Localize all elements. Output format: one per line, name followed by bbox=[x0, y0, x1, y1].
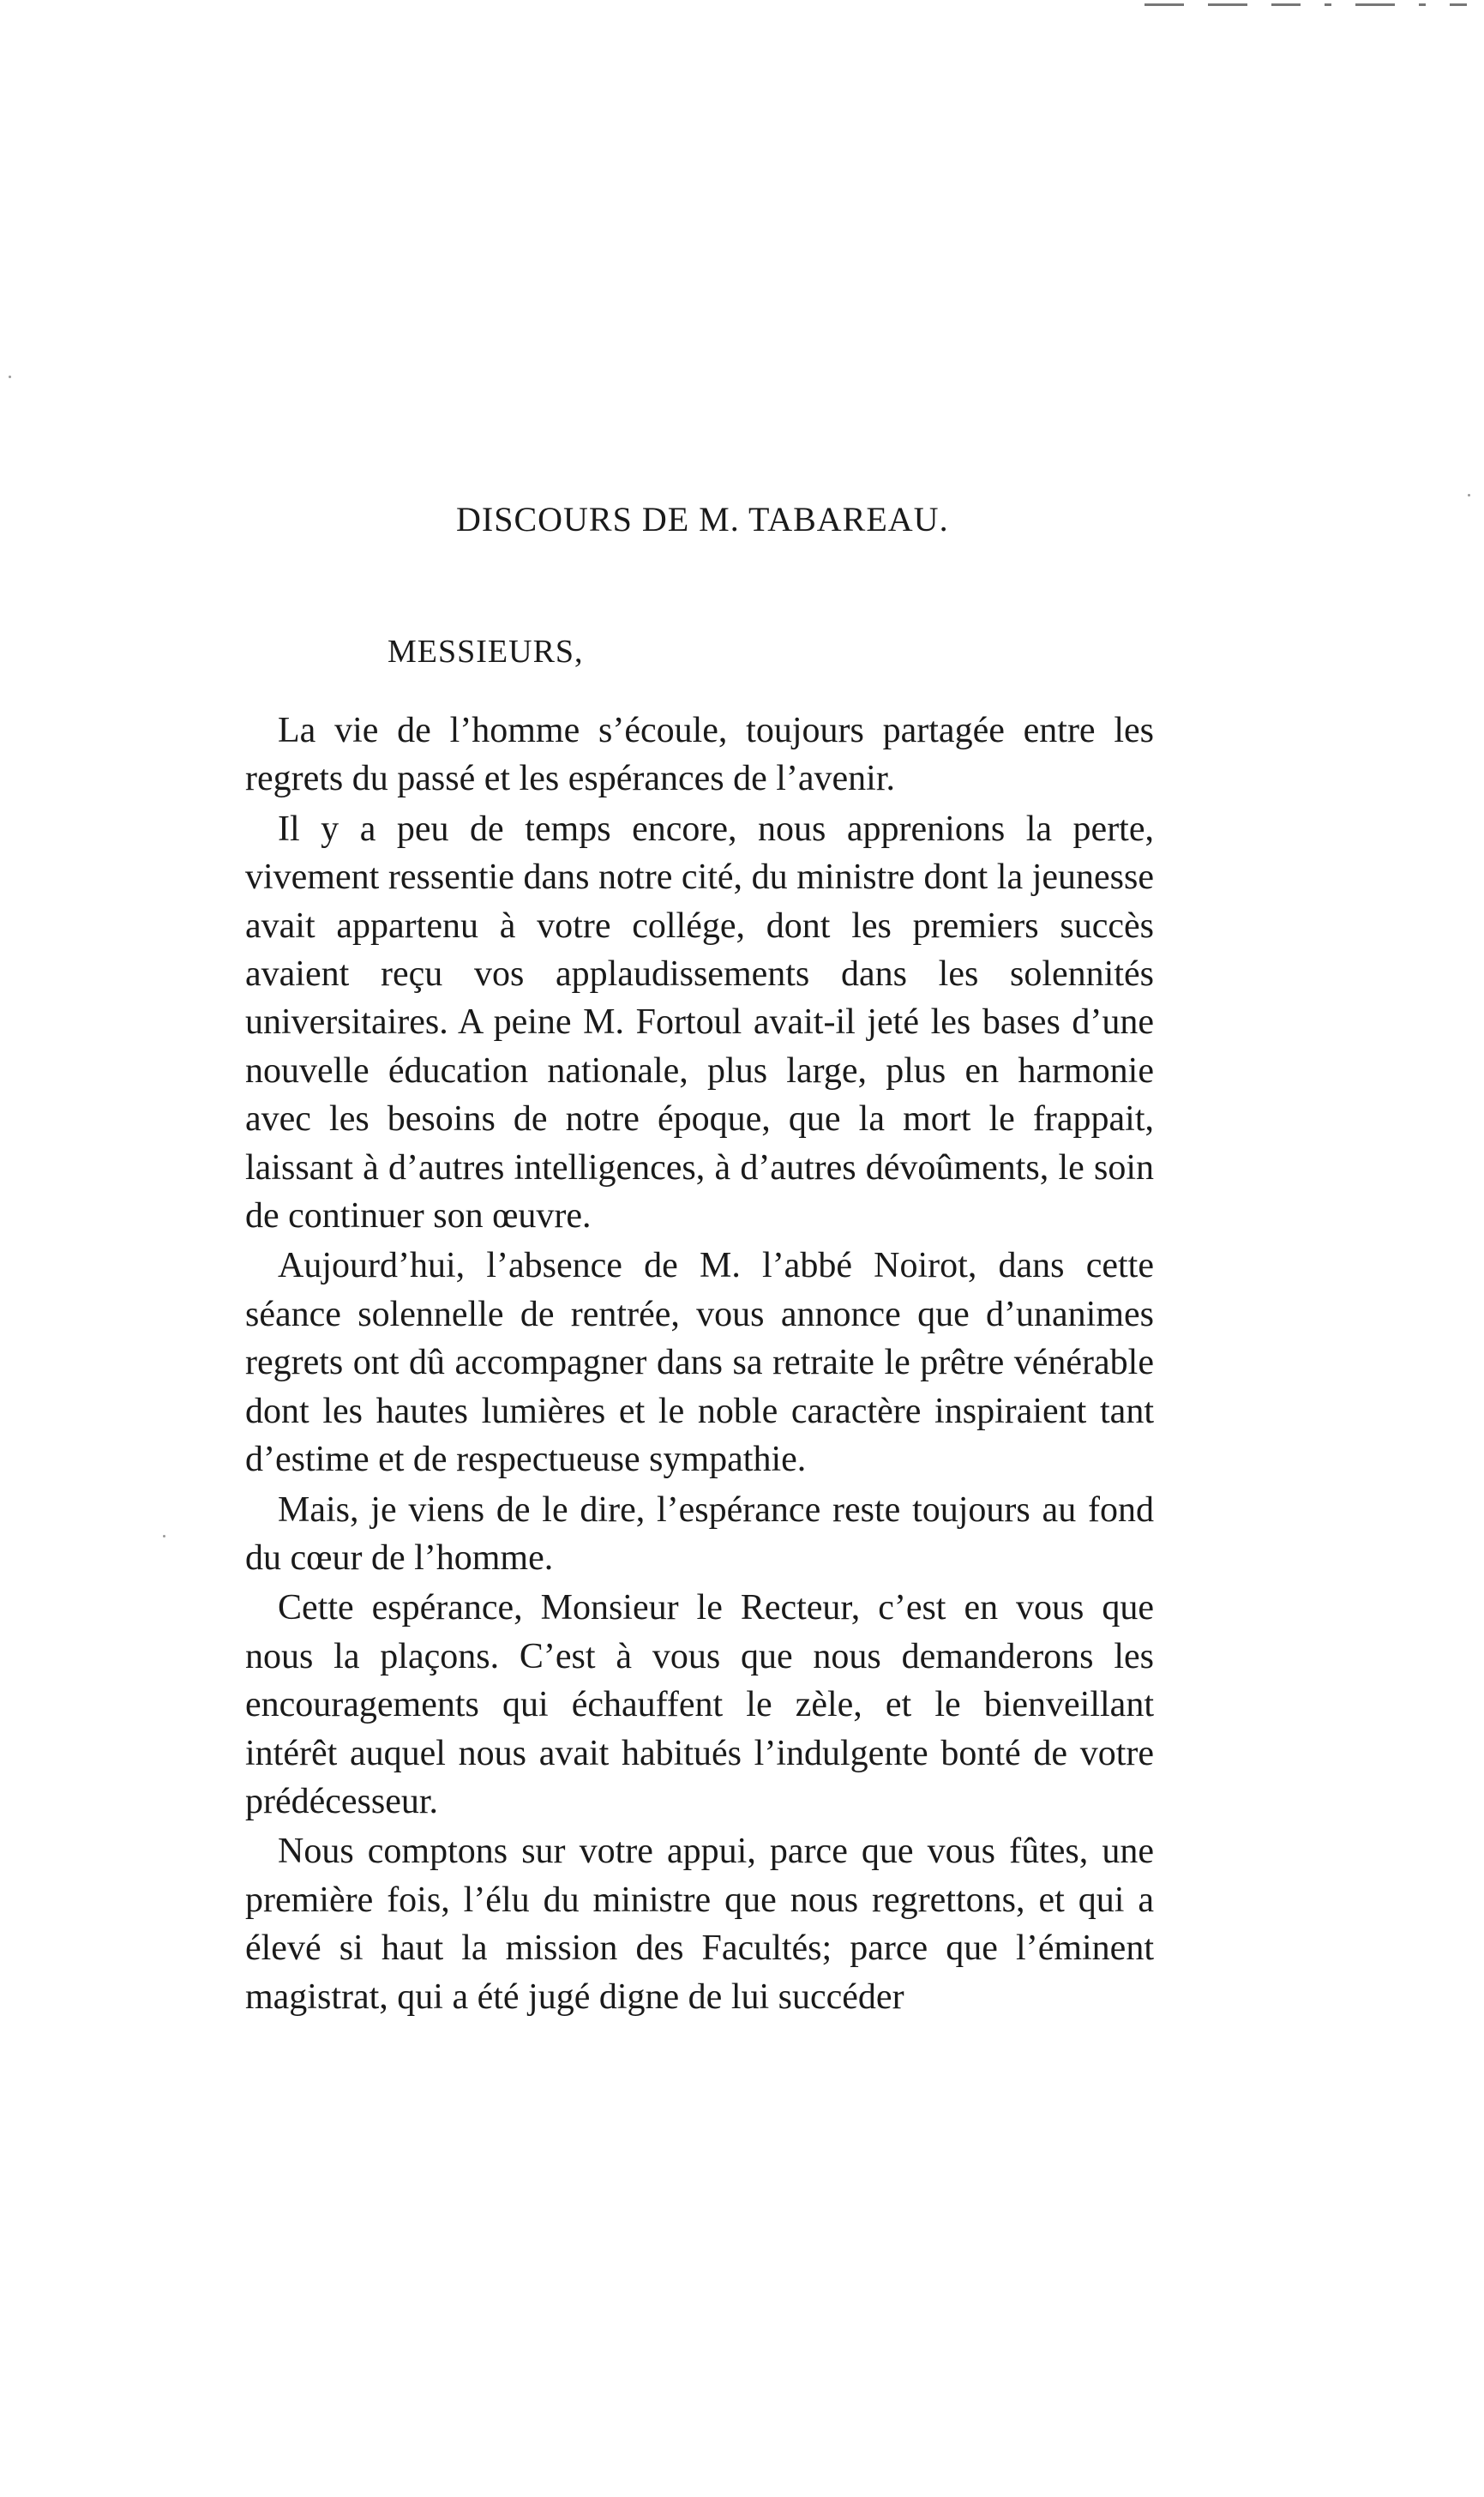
salutation-text: MESSIEURS, bbox=[388, 634, 584, 670]
salutation bbox=[388, 633, 584, 671]
edge-mark bbox=[1145, 3, 1184, 6]
edge-mark bbox=[1450, 3, 1467, 6]
body-text bbox=[245, 707, 1154, 2023]
page-title: DISCOURS DE M. TABAREAU. bbox=[456, 500, 949, 539]
paragraph: Il y a peu de temps encore, nous apprenions la perte, vivement ressentie dans notre cité, du ministre dont la jeunesse avait appartenu à votre collége, dont les premiers succès avaient reçu vos applaudissements dans les solennités universitaires. A peine M. Fortoul avait-il jeté les bases d’une nouvelle éducation nationale, plus large, plus en harmonie avec les besoins de notre époque, que la mort le frappait, laissant à d’autres intelligences, à d’autres dévoûments, le soin de continuer son œuvre. bbox=[245, 809, 1154, 1236]
edge-mark bbox=[1355, 3, 1395, 6]
scan-speck bbox=[9, 376, 11, 378]
paragraph: Cette espérance, Monsieur le Recteur, c’est en vous que nous la plaçons. C’est à vous que nous demanderons les encouragements qui échauffent le zèle, et le bienveillant intérêt auquel nous avait habitués l’indulgente bonté de votre prédécesseur. bbox=[245, 1588, 1154, 1821]
top-edge-marks bbox=[1145, 3, 1467, 9]
scan-speck bbox=[163, 1535, 165, 1537]
scan-speck bbox=[1468, 494, 1470, 496]
edge-mark bbox=[1208, 3, 1247, 6]
paragraph: Mais, je viens de le dire, l’espérance reste toujours au fond du cœur de l’homme. bbox=[245, 1489, 1154, 1578]
paragraph: Aujourd’hui, l’absence de M. l’abbé Noirot, dans cette séance solennelle de rentrée, vous annonce que d’unanimes regrets ont dû accompagner dans sa retraite le prêtre vénérable dont les hautes lumières et le noble caractère inspiraient tant d’estime et de respectueuse sympathie. bbox=[245, 1246, 1154, 1480]
paragraph: La vie de l’homme s’écoule, toujours partagée entre les regrets du passé et les espérances de l’avenir. bbox=[245, 711, 1154, 799]
edge-mark bbox=[1325, 3, 1331, 6]
paragraph: Nous comptons sur votre appui, parce que vous fûtes, une première fois, l’élu du ministre que nous regrettons, et qui a élevé si haut la mission des Facultés; parce que l’éminent magistrat, qui a été jugé digne de lui succéder bbox=[245, 1832, 1154, 2017]
edge-mark bbox=[1271, 3, 1301, 6]
edge-mark bbox=[1419, 3, 1426, 6]
